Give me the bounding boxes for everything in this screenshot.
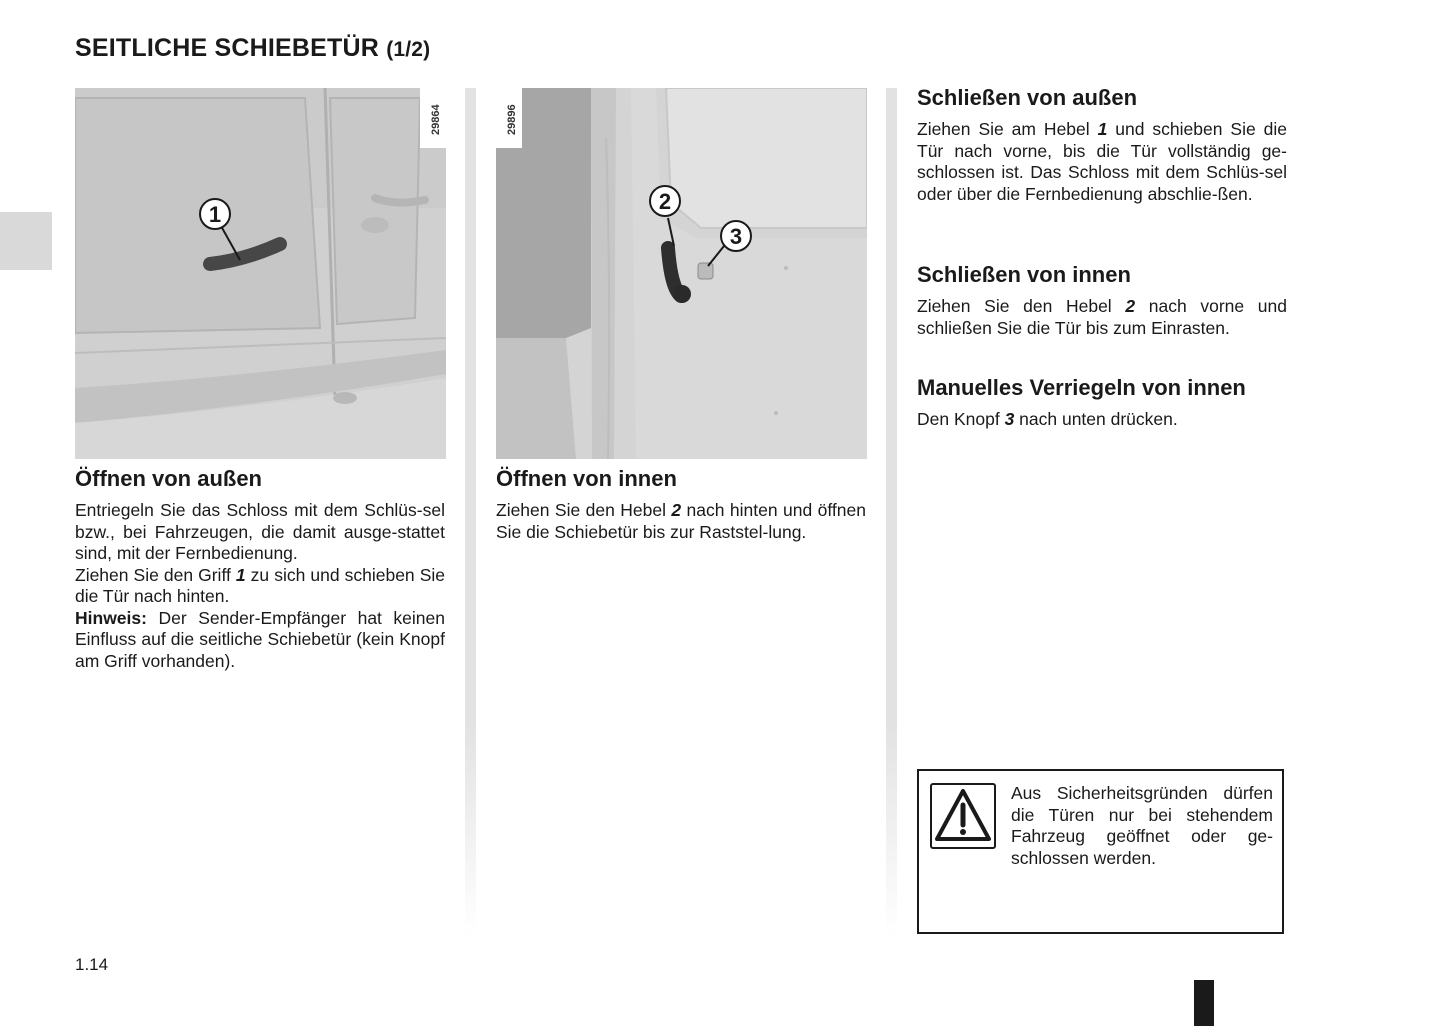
callout-2: 2 [658, 189, 672, 214]
chapter-tab [0, 212, 52, 270]
figure-exterior-handle [75, 88, 446, 459]
text-open-outside [75, 500, 445, 672]
text-close-outside [917, 119, 1287, 205]
page-title [75, 34, 430, 63]
column-separator [886, 88, 897, 936]
figure-interior-lever [496, 88, 867, 459]
reference-number: 1 [1097, 119, 1108, 139]
column-separator [465, 88, 476, 936]
paragraph: Ziehen Sie am Hebel 1 und schieben Sie die Tür nach vorne, bis die Tür vollständig ge-schlossen ist. Das Schloss mit dem Schlüs-sel oder über die Fernbedienung abschlie-ßen. [917, 119, 1287, 204]
paragraph: Entriegeln Sie das Schloss mit dem Schlüs-sel bzw., bei Fahrzeugen, die damit ausge-stattet sind, mit der Fernbedienung. [75, 500, 445, 563]
note-paragraph: Hinweis: Der Sender-Empfänger hat keinen Einfluss auf die seitliche Schiebetür (kein Knopf am Griff vorhanden). [75, 607, 445, 671]
heading-manual-lock: Manuelles Verriegeln von innen [917, 375, 1246, 400]
note-label: Hinweis: [75, 607, 147, 628]
text-manual-lock [917, 409, 1287, 431]
paragraph: Ziehen Sie den Griff 1 zu sich und schieben Sie die Tür nach hinten. [75, 564, 445, 606]
figure-code: 29896 [506, 104, 518, 135]
warning-text: Aus Sicherheitsgründen dürfen die Türen nur bei stehendem Fahrzeug geöffnet oder ge-schlossen werden. [1011, 783, 1273, 868]
warning-box [917, 769, 1284, 934]
heading-open-outside: Öffnen von außen [75, 466, 262, 491]
reference-number: 2 [671, 500, 682, 520]
figure-code: 29864 [430, 104, 442, 135]
callout-1: 1 [208, 202, 222, 227]
paragraph: Den Knopf 3 nach unten drücken. [917, 409, 1178, 429]
title-part: (1/2) [386, 38, 431, 61]
paragraph: Ziehen Sie den Hebel 2 nach vorne und schließen Sie die Tür bis zum Einrasten. [917, 296, 1287, 338]
thumb-index-marker [1194, 980, 1214, 1026]
title-text: SEITLICHE SCHIEBETÜR [75, 34, 380, 62]
reference-number: 3 [1004, 409, 1015, 429]
heading-close-inside: Schließen von innen [917, 262, 1131, 287]
reference-number: 1 [235, 564, 246, 585]
paragraph: Ziehen Sie den Hebel 2 nach hinten und öffnen Sie die Schiebetür bis zur Raststel-lung. [496, 500, 866, 542]
interior-door-illustration [496, 88, 867, 459]
heading-open-inside: Öffnen von innen [496, 466, 677, 491]
warning-triangle-icon [930, 783, 996, 849]
heading-close-outside: Schließen von außen [917, 85, 1138, 110]
exterior-door-illustration [75, 88, 446, 459]
text-close-inside [917, 296, 1287, 339]
callout-3: 3 [729, 224, 743, 249]
reference-number: 2 [1125, 296, 1136, 316]
text-open-inside [496, 500, 866, 543]
page-number: 1.14 [75, 955, 109, 974]
